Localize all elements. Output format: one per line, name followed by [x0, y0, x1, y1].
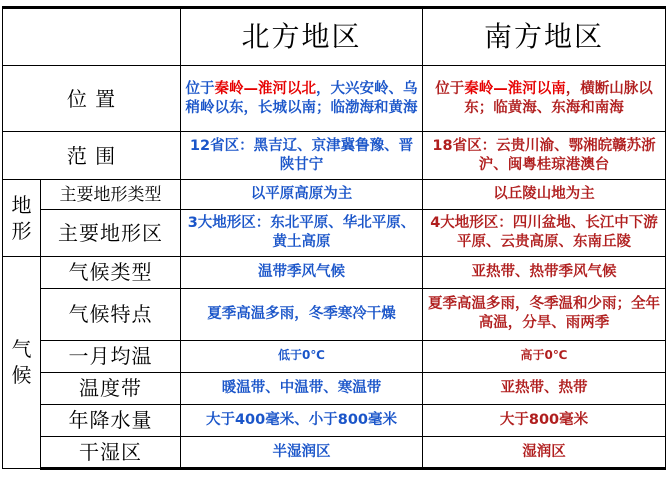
row-climate-feature [3, 288, 666, 340]
row-scope [3, 132, 666, 180]
header-south: 南方地区 [423, 8, 666, 66]
north-landform-type: 以平原高原为主 [181, 180, 423, 210]
north-location-highlight: 秦岭—淮河以北 [214, 80, 316, 97]
north-climate-type: 温带季风气候 [181, 256, 423, 288]
south-precip: 大于800毫米 [423, 404, 666, 436]
label-location: 位 置 [3, 66, 181, 132]
row-jan-temp [3, 340, 666, 372]
north-scope: 12省区：黑吉辽、京津冀鲁豫、晋陕甘宁 [181, 132, 423, 180]
row-climate-type [3, 256, 666, 288]
north-location-prefix: 位于 [185, 80, 215, 97]
row-landform-area [3, 210, 666, 256]
south-scope: 18省区：云贵川渝、鄂湘皖赣苏浙沪、闽粤桂琼港澳台 [423, 132, 666, 180]
label-humidity: 干湿区 [41, 436, 181, 468]
south-location-prefix: 位于 [435, 80, 465, 97]
label-temp-zone: 温度带 [41, 372, 181, 404]
south-location [423, 66, 666, 132]
south-humidity: 湿润区 [423, 436, 666, 468]
corner-cell [3, 8, 181, 66]
category-terrain: 地形 [3, 180, 41, 256]
south-location-highlight: 秦岭—淮河以南 [464, 80, 566, 97]
comparison-table [2, 6, 666, 470]
south-climate-feature: 夏季高温多雨，冬季温和少雨；全年高温，分旱、雨两季 [423, 288, 666, 340]
south-landform-type: 以丘陵山地为主 [423, 180, 666, 210]
south-jan-temp: 高于0℃ [423, 340, 666, 372]
north-temp-zone: 暖温带、中温带、寒温带 [181, 372, 423, 404]
north-location [181, 66, 423, 132]
label-precip: 年降水量 [41, 404, 181, 436]
south-location-rest: ，横断山脉以东；临黄海、东海和南海 [464, 80, 653, 116]
north-landform-area: 3大地形区：东北平原、华北平原、黄土高原 [181, 210, 423, 256]
south-temp-zone: 亚热带、热带 [423, 372, 666, 404]
south-climate-type: 亚热带、热带季风气候 [423, 256, 666, 288]
header-north: 北方地区 [181, 8, 423, 66]
label-climate-feature: 气候特点 [41, 288, 181, 340]
row-location [3, 66, 666, 132]
row-precip [3, 404, 666, 436]
row-landform-type [3, 180, 666, 210]
row-humidity [3, 436, 666, 468]
label-climate-type: 气候类型 [41, 256, 181, 288]
north-climate-feature: 夏季高温多雨，冬季寒冷干燥 [181, 288, 423, 340]
row-temp-zone [3, 372, 666, 404]
label-scope: 范 围 [3, 132, 181, 180]
south-landform-area: 4大地形区：四川盆地、长江中下游平原、云贵高原、东南丘陵 [423, 210, 666, 256]
north-precip: 大于400毫米、小于800毫米 [181, 404, 423, 436]
label-landform-type: 主要地形类型 [41, 180, 181, 210]
label-landform-area: 主要地形区 [41, 210, 181, 256]
header-row [3, 8, 666, 66]
label-jan-temp: 一月均温 [41, 340, 181, 372]
north-humidity: 半湿润区 [181, 436, 423, 468]
north-location-rest: ，大兴安岭、乌稍岭以东，长城以南；临渤海和黄海 [185, 80, 418, 116]
north-jan-temp: 低于0℃ [181, 340, 423, 372]
category-climate: 气候 [3, 256, 41, 468]
